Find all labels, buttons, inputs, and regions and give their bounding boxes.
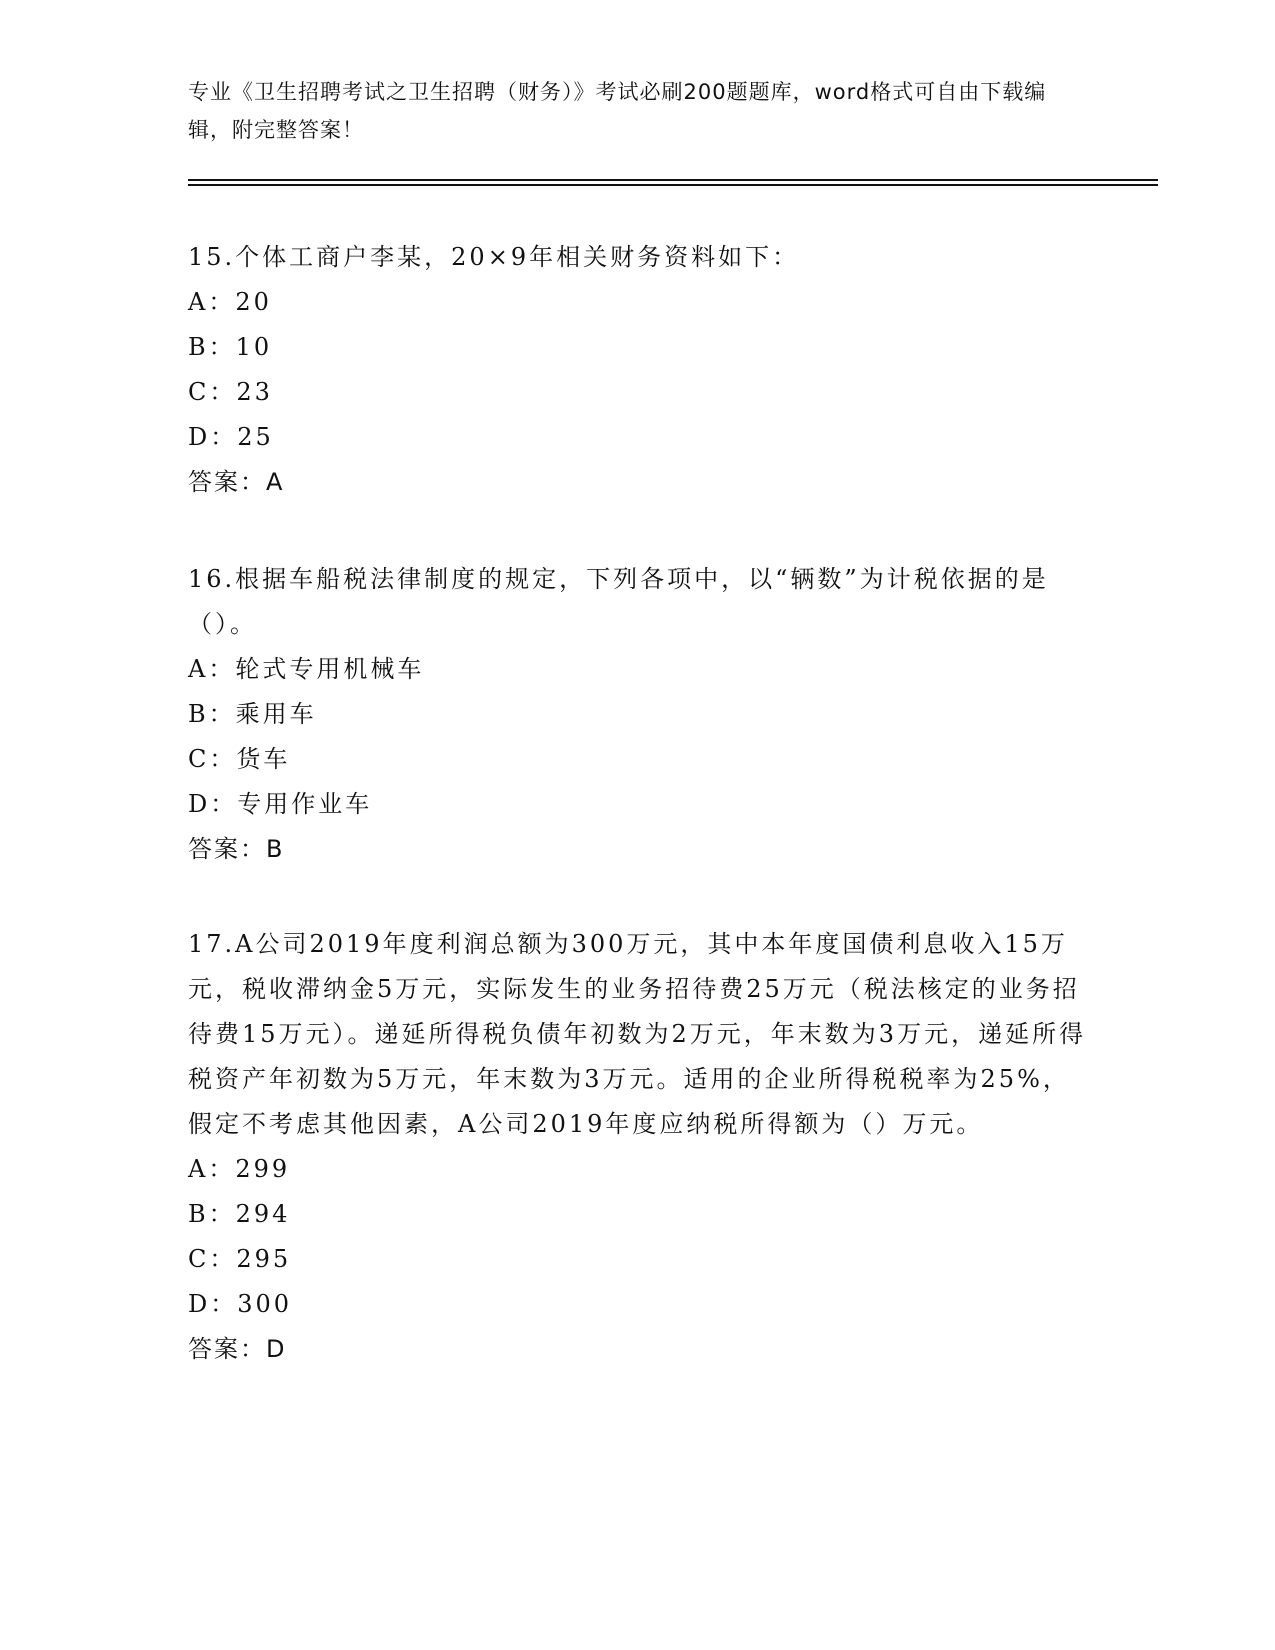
question-17 bbox=[188, 922, 1088, 1372]
option-d: D：300 bbox=[188, 1290, 293, 1318]
option-c: C：295 bbox=[188, 1245, 292, 1273]
option-a: A：轮式专用机械车 bbox=[188, 655, 425, 683]
option-d: D：25 bbox=[188, 423, 274, 451]
option-b: B：乘用车 bbox=[188, 700, 317, 728]
option-a: A：299 bbox=[188, 1155, 291, 1183]
header-divider-top bbox=[188, 179, 1158, 181]
question-stem: 17.A公司2019年度利润总额为300万元，其中本年度国债利息收入15万元，税收滞纳金5万元，实际发生的业务招待费25万元（税法核定的业务招待费15万元）。递延所得税负债年初数为2万元，年末数为3万元，递延所得税资产年初数为5万元，年末数为3万元。适用的企业所得税税率为25%，假定不考虑其他因素，A公司2019年度应纳税所得额为（）万元。 bbox=[188, 930, 1087, 1138]
question-stem: 16.根据车船税法律制度的规定，下列各项中，以“辆数”为计税依据的是（）。 bbox=[188, 565, 1049, 638]
header-divider-bottom bbox=[188, 184, 1158, 186]
question-stem: 15.个体工商户李某，20×9年相关财务资料如下： bbox=[188, 243, 800, 271]
document-header: 专业《卫生招聘考试之卫生招聘（财务）》考试必刷200题题库，word格式可自由下载编辑，附完整答案！ bbox=[188, 80, 1047, 142]
option-b: B：294 bbox=[188, 1200, 291, 1228]
question-16 bbox=[188, 557, 1088, 872]
option-a: A：20 bbox=[188, 288, 272, 316]
option-c: C：23 bbox=[188, 378, 273, 406]
answer-label: 答案：D bbox=[188, 1335, 287, 1363]
option-c: C：货车 bbox=[188, 745, 291, 773]
answer-label: 答案：B bbox=[188, 835, 285, 863]
option-d: D：专用作业车 bbox=[188, 790, 373, 818]
question-15 bbox=[188, 235, 1088, 505]
option-b: B：10 bbox=[188, 333, 273, 361]
answer-label: 答案：A bbox=[188, 468, 285, 496]
